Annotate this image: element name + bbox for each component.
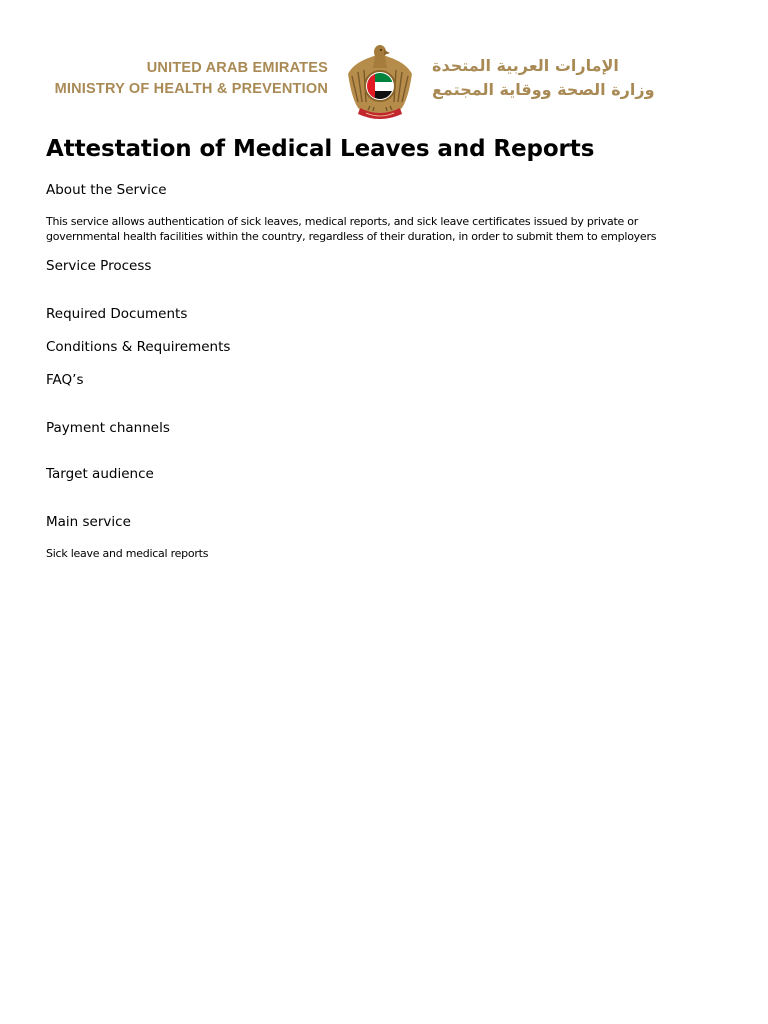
about-service-text-line-2: governmental health facilities within the country, regardless of their duration, in order to submit them to employers — [46, 230, 657, 243]
page-title: Attestation of Medical Leaves and Reports — [46, 136, 595, 162]
ministry-title-english: MINISTRY OF HEALTH & PREVENTION — [54, 81, 328, 97]
payment-channels-heading: Payment channels — [46, 420, 170, 436]
ministry-name-arabic — [432, 54, 655, 102]
country-name-english: UNITED ARAB EMIRATES — [146, 60, 328, 76]
about-service-text-line-1: This service allows authentication of sick leaves, medical reports, and sick leave certificates issued by private or — [46, 215, 639, 228]
main-service-heading: Main service — [46, 514, 131, 530]
main-service-text: Sick leave and medical reports — [46, 547, 209, 560]
service-process-heading: Service Process — [46, 258, 152, 274]
faqs-heading: FAQ’s — [46, 372, 84, 388]
uae-emblem-icon — [344, 40, 416, 128]
conditions-requirements-heading: Conditions & Requirements — [46, 339, 231, 355]
required-documents-heading: Required Documents — [46, 306, 188, 322]
ministry-name-english — [55, 58, 328, 100]
country-name-arabic: الإمارات العربية المتحدة — [432, 56, 619, 75]
target-audience-heading: Target audience — [46, 466, 154, 482]
ministry-header — [44, 38, 716, 130]
ministry-title-arabic: وزارة الصحة ووقاية المجتمع — [432, 80, 655, 99]
about-service-heading: About the Service — [46, 182, 167, 198]
